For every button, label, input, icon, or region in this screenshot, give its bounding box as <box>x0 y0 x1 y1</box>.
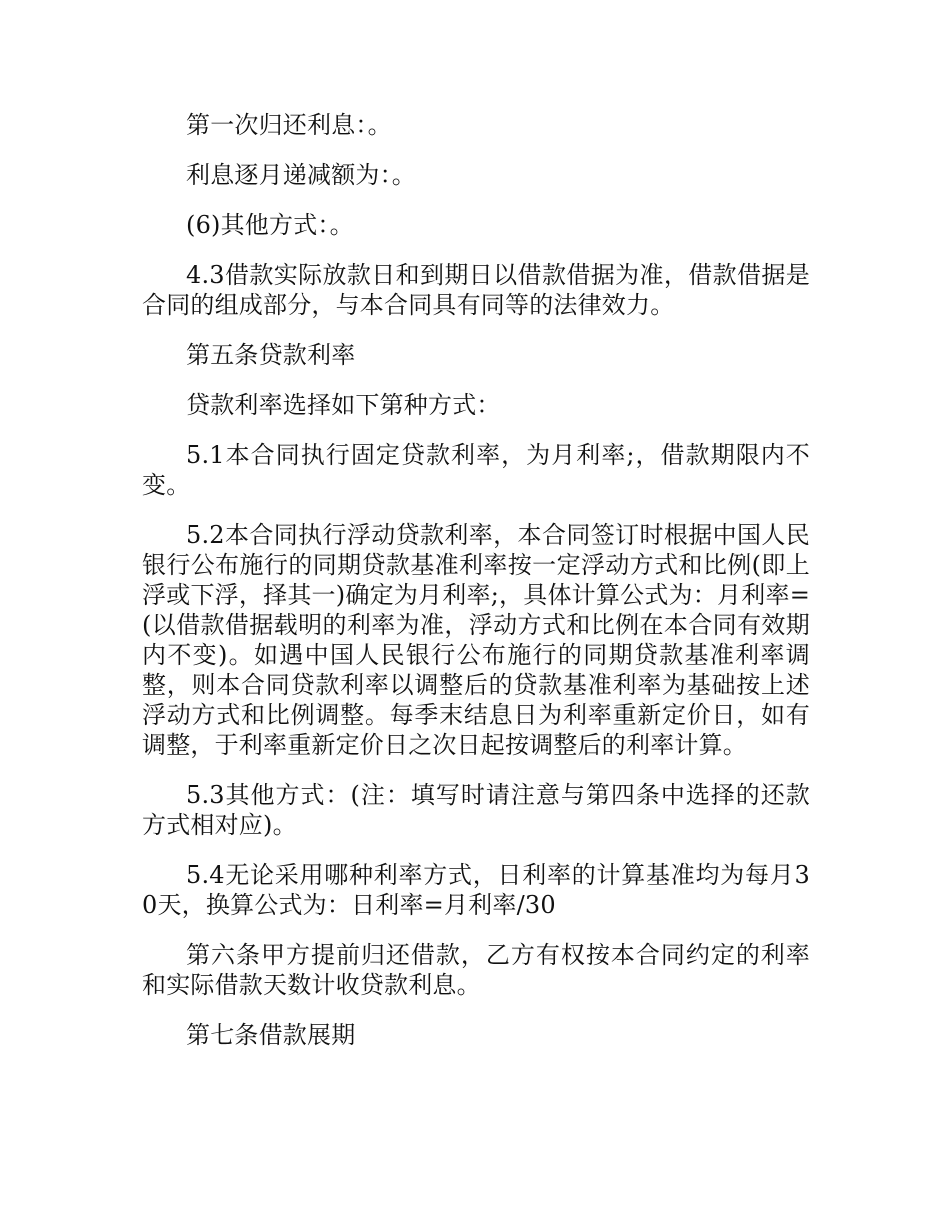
paragraph-rate-selection: 贷款利率选择如下第种方式： <box>186 391 501 419</box>
paragraph-clause-5-1: 5.1本合同执行固定贷款利率，为月利率;，借款期限内不变。 <box>142 441 810 499</box>
paragraph-clause-4-3: 4.3借款实际放款日和到期日以借款借据为准，借款借据是合同的组成部分，与本合同具有同等的法律效力。 <box>142 261 810 319</box>
heading-article-5: 第五条贷款利率 <box>186 341 356 369</box>
paragraph-first-interest-repayment: 第一次归还利息：。 <box>186 111 392 139</box>
paragraph-article-6: 第六条甲方提前归还借款，乙方有权按本合同约定的利率和实际借款天数计收贷款利息。 <box>142 941 810 999</box>
paragraph-clause-5-4: 5.4无论采用哪种利率方式，日利率的计算基准均为每月30天，换算公式为：日利率=月利率/30 <box>142 861 810 919</box>
paragraph-monthly-interest-decrease: 利息逐月递减额为：。 <box>186 161 416 189</box>
heading-article-7: 第七条借款展期 <box>186 1021 356 1049</box>
paragraph-clause-5-2: 5.2本合同执行浮动贷款利率，本合同签订时根据中国人民银行公布施行的同期贷款基准利率按一定浮动方式和比例(即上浮或下浮，择其一)确定为月利率;，具体计算公式为：月利率=(以借款借据载明的利率为准，浮动方式和比例在本合同有效期内不变)。如遇中国人民银行公布施行的同期贷款基准利率调整，则本合同贷款利率以调整后的贷款基准利率为基础按上述浮动方式和比例调整。每季末结息日为利率重新定价日，如有调整，于利率重新定价日之次日起按调整后的利率计算。 <box>142 521 810 759</box>
paragraph-other-method-6: (6)其他方式：。 <box>186 211 354 239</box>
paragraph-clause-5-3: 5.3其他方式：(注：填写时请注意与第四条中选择的还款方式相对应)。 <box>142 781 810 839</box>
document-body <box>142 110 810 1070</box>
